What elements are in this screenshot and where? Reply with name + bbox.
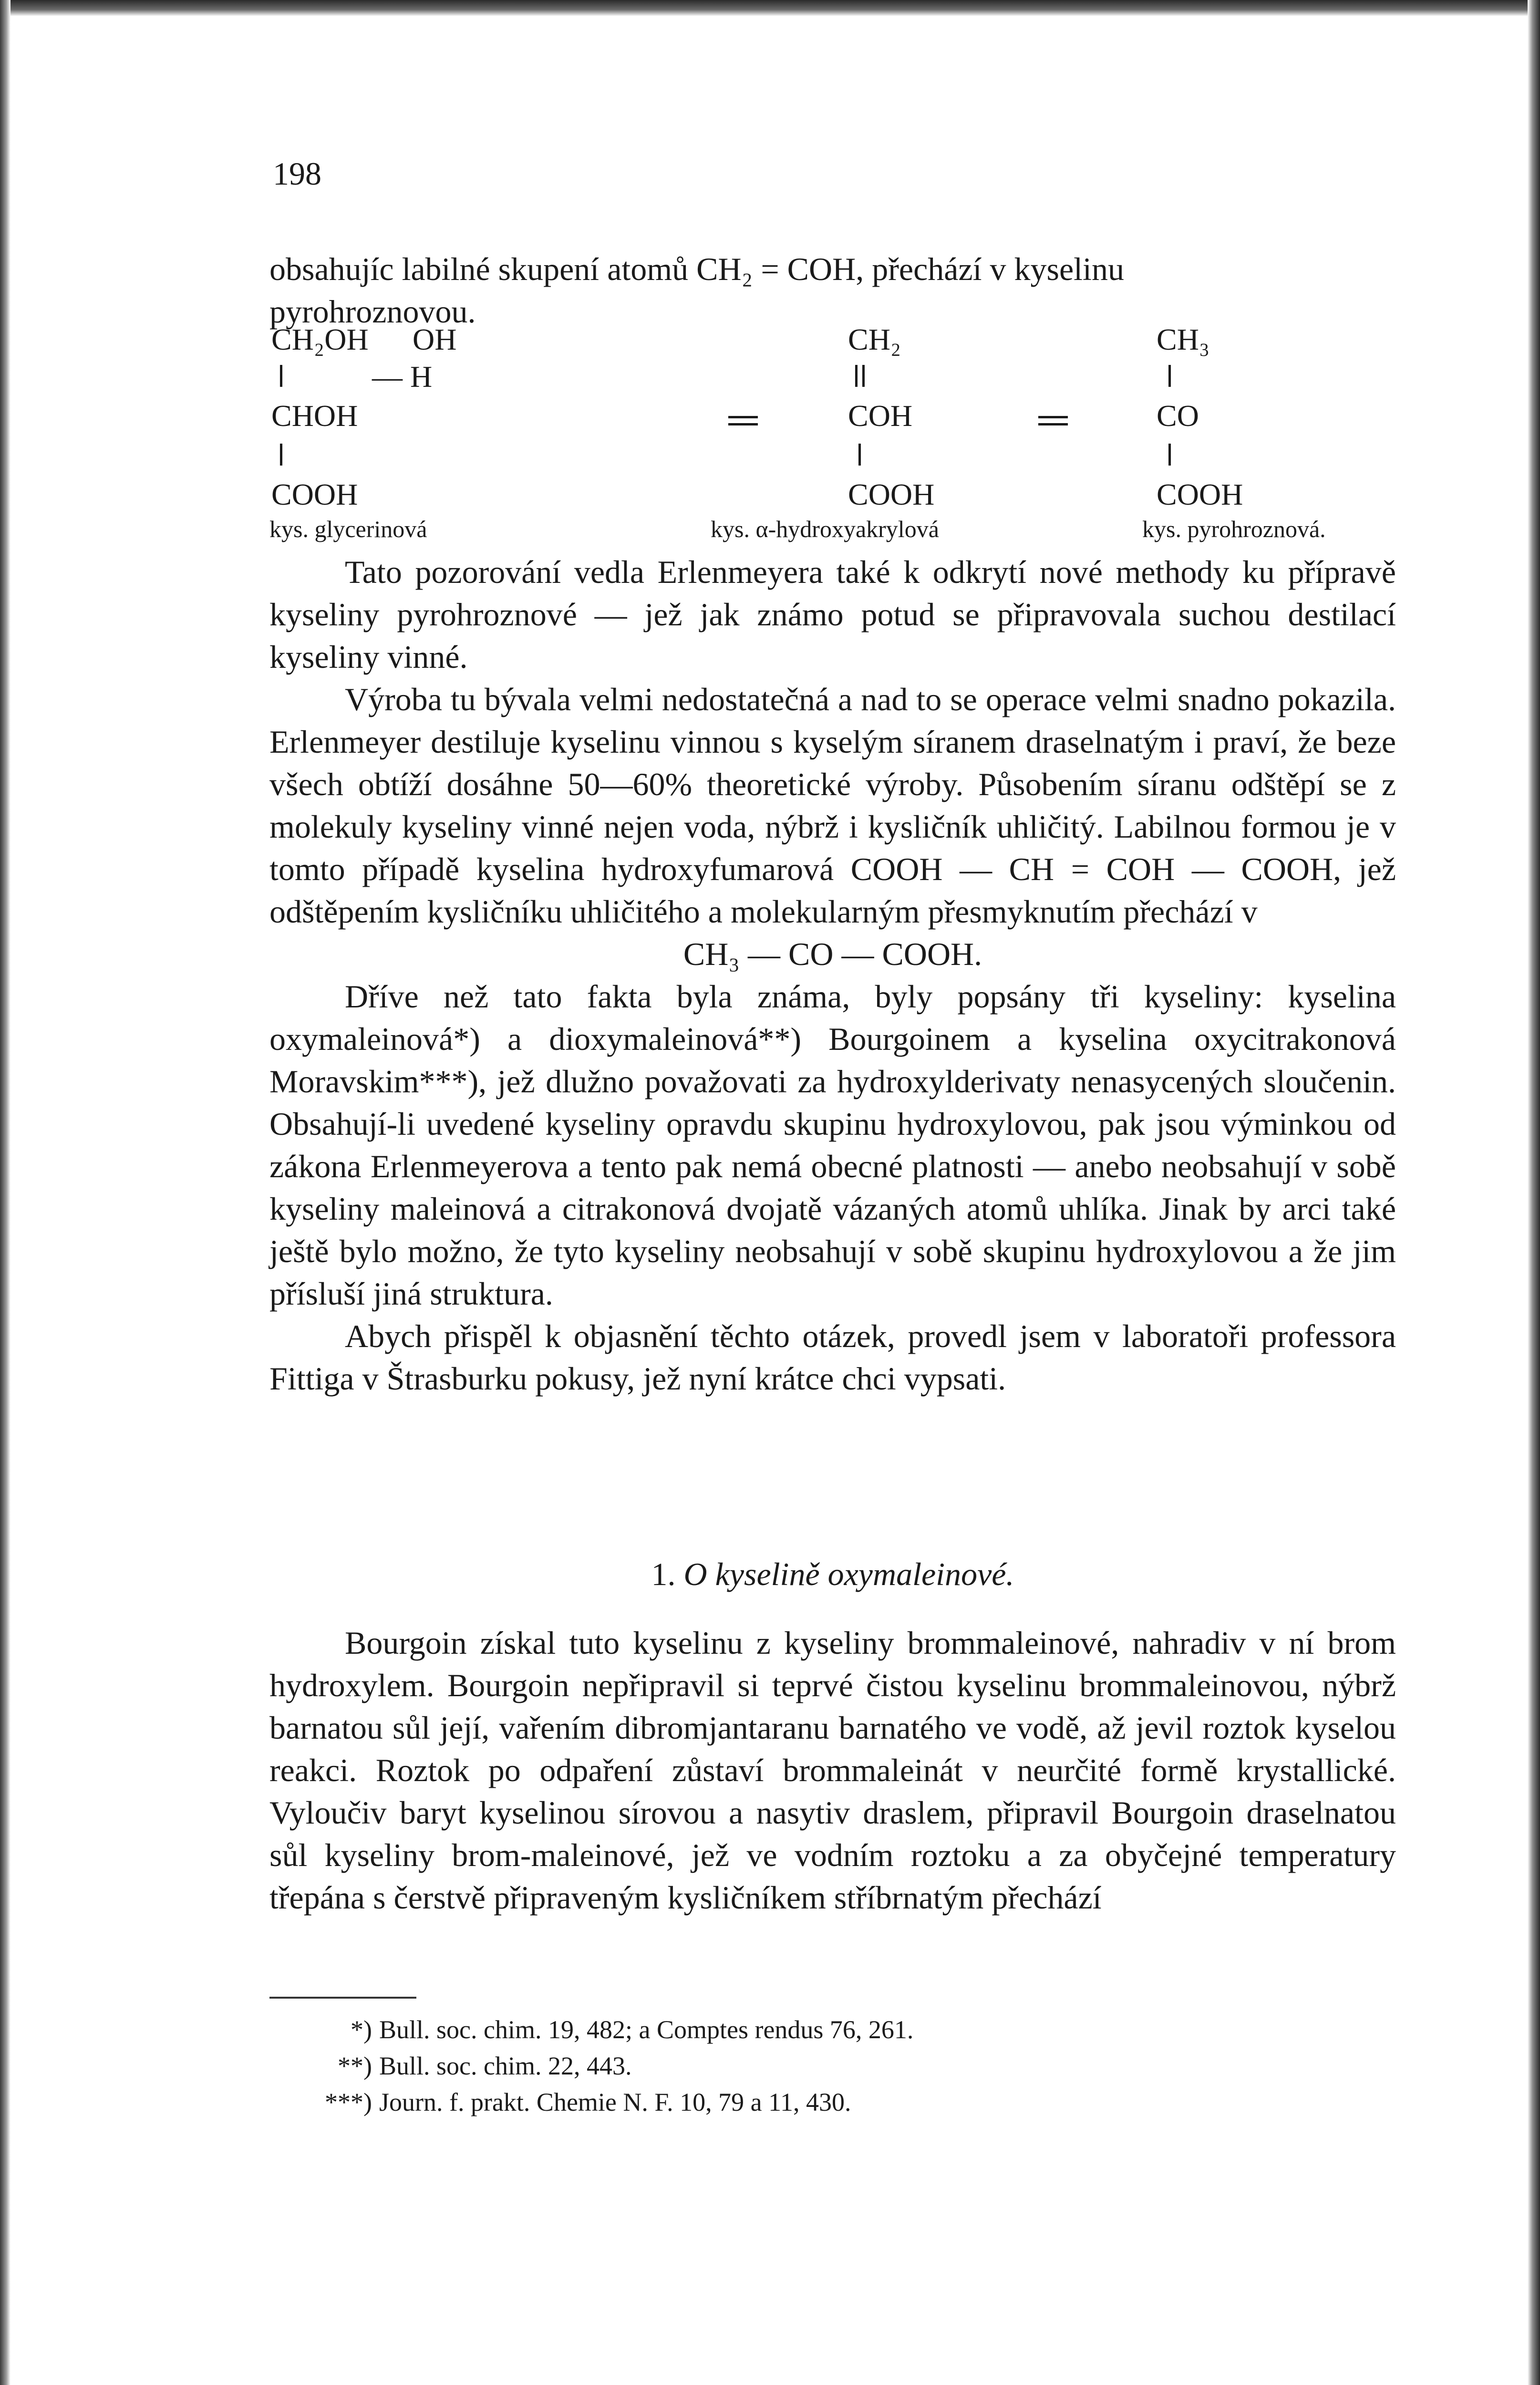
equals-sign xyxy=(1038,416,1068,425)
caption-pyrohroznova: kys. pyrohroznová. xyxy=(1142,516,1326,542)
intro-line-1: obsahujíc labilné skupení atomů CH₂ = COH, přechází v kyselinu xyxy=(269,251,1124,287)
footnote-text: Bull. soc. chim. 22, 443. xyxy=(379,2052,632,2080)
pyrohroznova-bottom: COOH xyxy=(1157,477,1243,511)
paragraph-1: Tato pozorování vedla Erlenmeyera také k odkrytí nové methody ku přípravě kyseliny pyrohroznové — jež jak známo potud se připravovala suchou destilací kyseliny vinné. xyxy=(269,554,1396,675)
pyrohroznova-mid: CO xyxy=(1157,399,1199,433)
footnote xyxy=(269,2012,1396,2048)
section-paragraph: Bourgoin získal tuto kyselinu z kyseliny brommaleinové, nahradiv v ní brom hydroxylem. Bourgoin nepřipravil si teprvé čistou kyselinu brommaleinovou, nýbrž barnatou sůl její, vařením dibromjantaranu barnatého ve vodě, až jevil roztok kyselou reakci. Roztok po odpaření zůstaví brommaleinát v neurčité formě krystallické. Vyloučiv baryt kyselinou sírovou a nasytiv draslem, připravil Bourgoin draselnatou sůl kyseliny brom-maleinové, jež ve vodním roztoku a za obyčejné temperatury třepána s čerstvě připraveným kysličníkem stříbrnatým přechází xyxy=(269,1625,1396,1916)
caption-glycerinova: kys. glycerinová xyxy=(269,516,427,542)
footnote xyxy=(269,2048,1396,2084)
scan-edge-right xyxy=(1528,0,1540,2385)
pyrohroznova-top: CH₃ xyxy=(1157,322,1210,356)
footnote-mark: ***) xyxy=(325,2088,372,2116)
footnotes xyxy=(269,2012,1396,2120)
intro-line-2: pyrohroznovou. xyxy=(269,293,476,330)
section-text xyxy=(269,1622,1396,1919)
paragraph-3: Dříve než tato fakta byla známa, byly popsány tři kyseliny: kyselina oxymaleinová*) a dioxymaleinová**) Bourgoinem a kyselina oxycitrakonová Moravskim***), jež dlužno považovati za hydroxylderivaty nenasycených sloučenin. Obsahují-li uvedené kyseliny opravdu skupinu hydroxylovou, pak jsou výminkou od zákona Erlenmeyerova a tento pak nemá obecné platnosti — anebo neobsahují v sobě kyseliny maleinová a citrakonová dvojatě vázaných atomů uhlíka. Jinak by arci také ještě bylo možno, že tyto kyseliny neobsahují v sobě skupinu hydroxylovou a že jim přísluší jiná struktura. xyxy=(269,978,1396,1312)
footnote-mark: **) xyxy=(338,2052,372,2080)
hydroxyakrylova-top: CH₂ xyxy=(848,322,901,356)
paragraph-2: Výroba tu bývala velmi nedostatečná a nad to se operace velmi snadno pokazila. Erlenmeyer destiluje kyselinu vinnou s kyselým síranem draselnatým i praví, že beze všech obtíží dosáhne 50—60% theoretické výroby. Působením síranu odštěpí se z molekuly kyseliny vinné nejen voda, nýbrž i kysličník uhličitý. Labilnou formou je v tomto případě kyselina hydroxyfumarová COOH — CH = COH — COOH, jež odštěpením kysličníku uhličitého a molekularným přesmyknutím přechází v xyxy=(269,681,1396,930)
hydroxyakrylova-mid: COH xyxy=(848,399,913,433)
bond-single xyxy=(858,444,861,466)
page-number: 198 xyxy=(273,156,321,192)
equals-sign xyxy=(728,416,758,425)
scan-edge-left xyxy=(0,0,10,2385)
bond-single xyxy=(280,444,282,466)
bond-single xyxy=(280,365,282,387)
bond-single xyxy=(1168,365,1171,387)
glycerinova-h: — H xyxy=(372,360,433,394)
bond-double xyxy=(855,365,865,387)
scan-edge-top xyxy=(0,0,1540,16)
paragraph-4: Abych přispěl k objasnění těchto otázek, provedl jsem v laboratoři professora Fittiga v Štrasburku pokusy, jež nyní krátce chci vypsati. xyxy=(269,1318,1396,1397)
caption-hydroxyakrylova: kys. α-hydroxyakrylová xyxy=(711,516,939,542)
glycerinova-bottom: COOH xyxy=(271,477,358,511)
section-number: 1. xyxy=(651,1556,676,1592)
footnote xyxy=(269,2084,1396,2120)
footnote-mark: *) xyxy=(351,2015,372,2044)
glycerinova-top: CH₂OH xyxy=(271,322,369,356)
section-heading xyxy=(269,1555,1396,1593)
chemical-formula xyxy=(269,305,1396,544)
glycerinova-oh: OH xyxy=(413,322,457,356)
body-text xyxy=(269,551,1396,1400)
footnote-text: Bull. soc. chim. 19, 482; a Comptes rendus 76, 261. xyxy=(379,2015,914,2044)
formula-line: CH₃ — CO — COOH. xyxy=(683,936,982,972)
hydroxyakrylova-bottom: COOH xyxy=(848,477,935,511)
footnote-text: Journ. f. prakt. Chemie N. F. 10, 79 a 11, 430. xyxy=(379,2088,851,2116)
section-title: O kyselině oxymaleinové. xyxy=(683,1556,1014,1592)
bond-single xyxy=(1168,444,1171,466)
footnote-rule xyxy=(269,1997,416,1999)
glycerinova-mid: CHOH xyxy=(271,399,358,433)
